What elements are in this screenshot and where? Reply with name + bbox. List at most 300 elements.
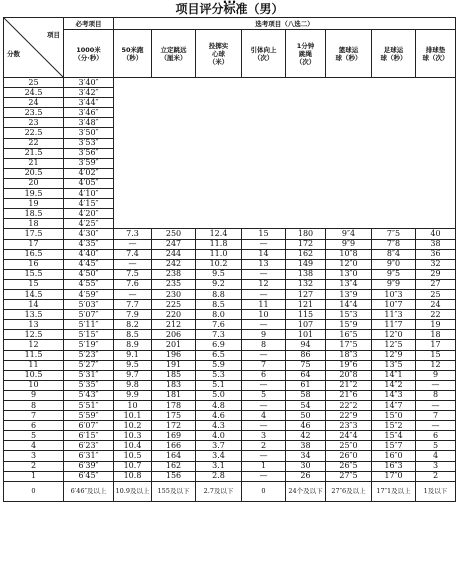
score-cell: 9	[4, 390, 64, 400]
cell-basketball: 21″2	[326, 380, 372, 390]
cell-basketball: 27″6及以上	[326, 481, 372, 501]
table-row	[4, 350, 456, 360]
cell-long-jump: 242	[152, 259, 196, 269]
cell-long-jump: 185	[152, 370, 196, 380]
cell-50m: 7.5	[114, 269, 152, 279]
cell-jump-rope: 115	[286, 310, 326, 320]
cell-medicine-ball: 3.7	[196, 441, 242, 451]
cell-basketball: 24″4	[326, 431, 372, 441]
cell-pull-up: —	[242, 380, 286, 390]
cell-long-jump: 196	[152, 350, 196, 360]
cell-pull-up: —	[242, 451, 286, 461]
score-cell: 17.5	[4, 229, 64, 239]
cell-football: 12″5	[372, 340, 416, 350]
cell-50m: 10.1	[114, 411, 152, 421]
cell-pull-up: 5	[242, 390, 286, 400]
cell-jump-rope: 132	[286, 279, 326, 289]
score-cell: 10	[4, 380, 64, 390]
cell-pull-up: 8	[242, 340, 286, 350]
cell-basketball: 26″0	[326, 451, 372, 461]
cell-jump-rope: 38	[286, 441, 326, 451]
table-row	[4, 380, 456, 390]
cell-pull-up: 7	[242, 360, 286, 370]
score-cell: 2	[4, 461, 64, 471]
table-row	[4, 441, 456, 451]
corner-item-label: 项目	[47, 31, 60, 39]
cell-medicine-ball: 10.2	[196, 259, 242, 269]
cell-jump-rope: 180	[286, 229, 326, 239]
cell-pull-up: —	[242, 269, 286, 279]
cell-football: 15″4	[372, 431, 416, 441]
cell-football: 14″3	[372, 390, 416, 400]
cell-volleyball: 22	[416, 310, 456, 320]
cell-basketball: 9″9	[326, 239, 372, 249]
cell-1000m: 5′51″	[64, 401, 114, 411]
cell-football: 8″4	[372, 249, 416, 259]
score-cell: 22	[4, 138, 64, 148]
cell-1000m: 4′50″	[64, 269, 114, 279]
cell-football: 15″2	[372, 421, 416, 431]
cell-medicine-ball: 6.5	[196, 350, 242, 360]
cell-1000m: 4′02″	[64, 168, 114, 178]
cell-volleyball: 5	[416, 441, 456, 451]
blank-elective-area	[114, 78, 456, 229]
cell-medicine-ball: 5.0	[196, 390, 242, 400]
cell-long-jump: 155及以下	[152, 481, 196, 501]
score-cell: 25	[4, 78, 64, 88]
cell-medicine-ball: 5.1	[196, 380, 242, 390]
elective-group-header: 选考项目（八选二）	[114, 18, 456, 30]
diagonal-line	[4, 18, 63, 77]
table-row	[4, 451, 456, 461]
cell-medicine-ball: 4.6	[196, 411, 242, 421]
cell-50m: 10.3	[114, 431, 152, 441]
cell-football: 9″9	[372, 279, 416, 289]
cell-50m: 10.2	[114, 421, 152, 431]
cell-jump-rope: 34	[286, 451, 326, 461]
cell-medicine-ball: 5.3	[196, 370, 242, 380]
table-row	[4, 421, 456, 431]
cell-medicine-ball: 2.7及以下	[196, 481, 242, 501]
cell-jump-rope: 54	[286, 401, 326, 411]
cell-medicine-ball: 8.5	[196, 300, 242, 310]
cell-basketball: 22″2	[326, 401, 372, 411]
table-row	[4, 390, 456, 400]
score-cell: 10.5	[4, 370, 64, 380]
table-row	[4, 310, 456, 320]
cell-1000m: 4′15″	[64, 199, 114, 209]
cell-pull-up: 15	[242, 229, 286, 239]
score-cell: 16	[4, 259, 64, 269]
cell-jump-rope: 50	[286, 411, 326, 421]
cell-jump-rope: 162	[286, 249, 326, 259]
col-football-header: 足球运 球（秒）	[372, 30, 416, 78]
cell-1000m: 6′45″	[64, 471, 114, 481]
cell-1000m: 4′10″	[64, 189, 114, 199]
cell-volleyball: 18	[416, 330, 456, 340]
cell-jump-rope: 24个及以下	[286, 481, 326, 501]
cell-50m: 10.5	[114, 451, 152, 461]
cell-volleyball: 19	[416, 320, 456, 330]
cell-medicine-ball: 9.5	[196, 269, 242, 279]
cell-medicine-ball: 2.8	[196, 471, 242, 481]
cell-jump-rope: 30	[286, 461, 326, 471]
cell-50m: 10.4	[114, 441, 152, 451]
cell-1000m: 3′40″	[64, 78, 114, 88]
cell-long-jump: 172	[152, 421, 196, 431]
cell-football: 16″3	[372, 461, 416, 471]
cell-medicine-ball: 6.9	[196, 340, 242, 350]
score-cell: 21.5	[4, 148, 64, 158]
cell-volleyball: 3	[416, 461, 456, 471]
score-cell: 12	[4, 340, 64, 350]
cell-1000m: 3′59″	[64, 158, 114, 168]
table-row	[4, 340, 456, 350]
cell-basketball: 16″5	[326, 330, 372, 340]
cell-long-jump: 225	[152, 300, 196, 310]
cell-1000m: 3′48″	[64, 118, 114, 128]
cell-long-jump: 244	[152, 249, 196, 259]
cell-jump-rope: 138	[286, 269, 326, 279]
table-row	[4, 289, 456, 299]
cell-1000m: 4′25″	[64, 219, 114, 229]
corner-score-label: 分数	[7, 50, 20, 58]
cell-long-jump: 220	[152, 310, 196, 320]
cell-jump-rope: 26	[286, 471, 326, 481]
cell-basketball: 17″5	[326, 340, 372, 350]
cell-basketball: 15″9	[326, 320, 372, 330]
cell-medicine-ball: 8.0	[196, 310, 242, 320]
cell-basketball: 23″3	[326, 421, 372, 431]
cell-football: 11″7	[372, 320, 416, 330]
cell-jump-rope: 127	[286, 289, 326, 299]
cell-medicine-ball: 8.8	[196, 289, 242, 299]
score-cell: 20	[4, 178, 64, 188]
cell-basketball: 13″9	[326, 289, 372, 299]
table-row	[4, 461, 456, 471]
cell-long-jump: 206	[152, 330, 196, 340]
cell-jump-rope: 121	[286, 300, 326, 310]
score-cell: 18.5	[4, 209, 64, 219]
cell-volleyball: 9	[416, 370, 456, 380]
cell-medicine-ball: 5.9	[196, 360, 242, 370]
score-cell: 24	[4, 98, 64, 108]
cell-volleyball: 29	[416, 269, 456, 279]
score-cell: 24.5	[4, 88, 64, 98]
score-cell: 21	[4, 158, 64, 168]
cell-long-jump: 178	[152, 401, 196, 411]
cell-jump-rope: 172	[286, 239, 326, 249]
cell-basketball: 20″8	[326, 370, 372, 380]
cell-50m: 9.1	[114, 350, 152, 360]
score-cell: 13	[4, 320, 64, 330]
cell-jump-rope: 101	[286, 330, 326, 340]
table-row-zero-score	[4, 481, 456, 501]
cell-pull-up: 2	[242, 441, 286, 451]
cell-1000m: 3′46″	[64, 108, 114, 118]
cell-50m: 10	[114, 401, 152, 411]
col-1000m-header: 1000米 （分·秒）	[64, 30, 114, 78]
score-cell: 14	[4, 300, 64, 310]
score-cell: 1	[4, 471, 64, 481]
score-cell: 8	[4, 401, 64, 411]
cell-volleyball: 1及以下	[416, 481, 456, 501]
cell-football: 17″0	[372, 471, 416, 481]
cell-1000m: 5′23″	[64, 350, 114, 360]
cell-1000m: 5′27″	[64, 360, 114, 370]
cell-medicine-ball: 11.8	[196, 239, 242, 249]
cell-volleyball: 38	[416, 239, 456, 249]
cell-1000m: 6′39″	[64, 461, 114, 471]
cell-medicine-ball: 3.4	[196, 451, 242, 461]
cell-basketball: 22″9	[326, 411, 372, 421]
cell-football: 15″0	[372, 411, 416, 421]
cell-50m: —	[114, 289, 152, 299]
cell-volleyball: 8	[416, 390, 456, 400]
score-cell: 17	[4, 239, 64, 249]
cell-medicine-ball: 7.3	[196, 330, 242, 340]
cell-football: 15″7	[372, 441, 416, 451]
cell-volleyball: 32	[416, 259, 456, 269]
cell-50m: 10.7	[114, 461, 152, 471]
table-row	[4, 78, 456, 88]
table-row	[4, 370, 456, 380]
cell-pull-up: —	[242, 401, 286, 411]
col-basketball-header: 篮球运 球（秒）	[326, 30, 372, 78]
col-medicine-ball-header: 投掷实 心球 （米）	[196, 30, 242, 78]
cell-volleyball: 15	[416, 350, 456, 360]
cell-1000m: 4′05″	[64, 178, 114, 188]
cell-jump-rope: 61	[286, 380, 326, 390]
cell-basketball: 21″6	[326, 390, 372, 400]
cell-50m: 7.3	[114, 229, 152, 239]
table-row	[4, 249, 456, 259]
col-50m-header: 50米跑 （秒）	[114, 30, 152, 78]
cell-football: 10″7	[372, 300, 416, 310]
score-cell: 11	[4, 360, 64, 370]
col-volleyball-header: 排球垫 球（次）	[416, 30, 456, 78]
cell-1000m: 3′42″	[64, 88, 114, 98]
score-cell: 3	[4, 451, 64, 461]
table-row	[4, 259, 456, 269]
cell-football: 12″9	[372, 350, 416, 360]
table-row	[4, 431, 456, 441]
cell-50m: 10.9及以上	[114, 481, 152, 501]
cell-50m: 7.6	[114, 279, 152, 289]
cell-football: 14″7	[372, 401, 416, 411]
table-row	[4, 279, 456, 289]
cell-basketball: 18″3	[326, 350, 372, 360]
required-group-header: 必考项目	[64, 18, 114, 30]
cell-basketball: 13″0	[326, 269, 372, 279]
cell-football: 7″8	[372, 239, 416, 249]
cell-long-jump: 247	[152, 239, 196, 249]
cell-50m: 9.7	[114, 370, 152, 380]
cell-1000m: 3′56″	[64, 148, 114, 158]
score-cell: 16.5	[4, 249, 64, 259]
cell-jump-rope: 107	[286, 320, 326, 330]
cell-football: 14″2	[372, 380, 416, 390]
cell-medicine-ball: 11.0	[196, 249, 242, 259]
cell-1000m: 3′44″	[64, 98, 114, 108]
cell-pull-up: 4	[242, 411, 286, 421]
cell-basketball: 19″6	[326, 360, 372, 370]
cell-50m: 8.9	[114, 340, 152, 350]
cell-1000m: 4′35″	[64, 239, 114, 249]
cell-basketball: 14″4	[326, 300, 372, 310]
cell-50m: —	[114, 259, 152, 269]
cell-medicine-ball: 9.2	[196, 279, 242, 289]
cell-basketball: 9″4	[326, 229, 372, 239]
cell-1000m: 5′11″	[64, 320, 114, 330]
score-cell: 23.5	[4, 108, 64, 118]
col-long-jump-header: 立定跳远 （厘米）	[152, 30, 196, 78]
table-row	[4, 239, 456, 249]
cell-1000m: 6′46″及以上	[64, 481, 114, 501]
cell-pull-up: —	[242, 289, 286, 299]
cell-1000m: 4′55″	[64, 279, 114, 289]
cell-50m: 9.8	[114, 380, 152, 390]
score-cell: 4	[4, 441, 64, 451]
cell-50m: 8.2	[114, 320, 152, 330]
cell-volleyball: 25	[416, 289, 456, 299]
score-cell: 15	[4, 279, 64, 289]
cell-volleyball: —	[416, 380, 456, 390]
cell-medicine-ball: 12.4	[196, 229, 242, 239]
cell-jump-rope: 86	[286, 350, 326, 360]
cell-volleyball: 2	[416, 471, 456, 481]
cell-1000m: 3′53″	[64, 138, 114, 148]
cell-football: 7″5	[372, 229, 416, 239]
cell-jump-rope: 64	[286, 370, 326, 380]
score-cell: 7	[4, 411, 64, 421]
cell-long-jump: 164	[152, 451, 196, 461]
cell-long-jump: 183	[152, 380, 196, 390]
cell-50m: 8.5	[114, 330, 152, 340]
cell-1000m: 4′59″	[64, 289, 114, 299]
cell-long-jump: 238	[152, 269, 196, 279]
cell-volleyball: 27	[416, 279, 456, 289]
col-jump-rope-header: 1分钟 跳绳 （次）	[286, 30, 326, 78]
cell-50m: 9.5	[114, 360, 152, 370]
cell-pull-up: —	[242, 239, 286, 249]
cell-long-jump: 169	[152, 431, 196, 441]
cell-basketball: 10″8	[326, 249, 372, 259]
cell-50m: —	[114, 239, 152, 249]
cell-football: 9″5	[372, 269, 416, 279]
score-cell: 6	[4, 421, 64, 431]
cell-long-jump: 166	[152, 441, 196, 451]
cell-volleyball: 17	[416, 340, 456, 350]
cell-medicine-ball: 4.0	[196, 431, 242, 441]
cell-volleyball: 6	[416, 431, 456, 441]
cell-long-jump: 162	[152, 461, 196, 471]
cell-1000m: 3′50″	[64, 128, 114, 138]
col-pull-up-header: 引体向上 （次）	[242, 30, 286, 78]
cell-long-jump: 181	[152, 390, 196, 400]
cell-football: 11″3	[372, 310, 416, 320]
cell-pull-up: 0	[242, 481, 286, 501]
cell-1000m: 4′40″	[64, 249, 114, 259]
cell-1000m: 5′31″	[64, 370, 114, 380]
score-cell: 20.5	[4, 168, 64, 178]
cell-50m: 7.4	[114, 249, 152, 259]
cell-basketball: 13″4	[326, 279, 372, 289]
cell-football: 13″5	[372, 360, 416, 370]
table-row	[4, 300, 456, 310]
cell-basketball: 26″5	[326, 461, 372, 471]
cell-1000m: 6′31″	[64, 451, 114, 461]
cell-pull-up: 10	[242, 310, 286, 320]
score-cell: 0	[4, 481, 64, 501]
cell-50m: 7.9	[114, 310, 152, 320]
cell-1000m: 5′03″	[64, 300, 114, 310]
table-row	[4, 269, 456, 279]
cell-volleyball: —	[416, 421, 456, 431]
table-row	[4, 471, 456, 481]
cell-long-jump: 175	[152, 411, 196, 421]
table-row	[4, 330, 456, 340]
scoring-table	[3, 17, 456, 502]
cell-long-jump: 201	[152, 340, 196, 350]
cell-1000m: 6′07″	[64, 421, 114, 431]
cell-1000m: 5′59″	[64, 411, 114, 421]
cell-1000m: 5′19″	[64, 340, 114, 350]
score-cell: 19	[4, 199, 64, 209]
cell-pull-up: 12	[242, 279, 286, 289]
cell-pull-up: 3	[242, 431, 286, 441]
cell-1000m: 4′30″	[64, 229, 114, 239]
cell-football: 9″0	[372, 259, 416, 269]
cell-long-jump: 230	[152, 289, 196, 299]
cell-1000m: 5′15″	[64, 330, 114, 340]
cell-basketball: 27″5	[326, 471, 372, 481]
cell-long-jump: 235	[152, 279, 196, 289]
cell-long-jump: 191	[152, 360, 196, 370]
page-title: 项目评分标准（男）	[175, 2, 284, 16]
cell-pull-up: 1	[242, 461, 286, 471]
cell-50m: 7.7	[114, 300, 152, 310]
cell-1000m: 5′35″	[64, 380, 114, 390]
cell-long-jump: 250	[152, 229, 196, 239]
score-cell: 22.5	[4, 128, 64, 138]
cell-basketball: 25″0	[326, 441, 372, 451]
cell-volleyball: 4	[416, 451, 456, 461]
score-cell: 19.5	[4, 189, 64, 199]
score-cell: 13.5	[4, 310, 64, 320]
cell-long-jump: 156	[152, 471, 196, 481]
cell-jump-rope: 75	[286, 360, 326, 370]
cell-medicine-ball: 3.1	[196, 461, 242, 471]
cell-medicine-ball: 4.8	[196, 401, 242, 411]
score-cell: 11.5	[4, 350, 64, 360]
cell-pull-up: 13	[242, 259, 286, 269]
cell-1000m: 6′23″	[64, 441, 114, 451]
table-row	[4, 360, 456, 370]
cell-volleyball: 40	[416, 229, 456, 239]
cell-1000m: 5′43″	[64, 390, 114, 400]
score-cell: 15.5	[4, 269, 64, 279]
cell-football: 12″0	[372, 330, 416, 340]
cell-volleyball: 36	[416, 249, 456, 259]
score-cell: 18	[4, 219, 64, 229]
cell-volleyball: 24	[416, 300, 456, 310]
cell-pull-up: —	[242, 471, 286, 481]
cell-long-jump: 212	[152, 320, 196, 330]
cell-1000m: 5′07″	[64, 310, 114, 320]
cell-football: 10″3	[372, 289, 416, 299]
cell-pull-up: 14	[242, 249, 286, 259]
